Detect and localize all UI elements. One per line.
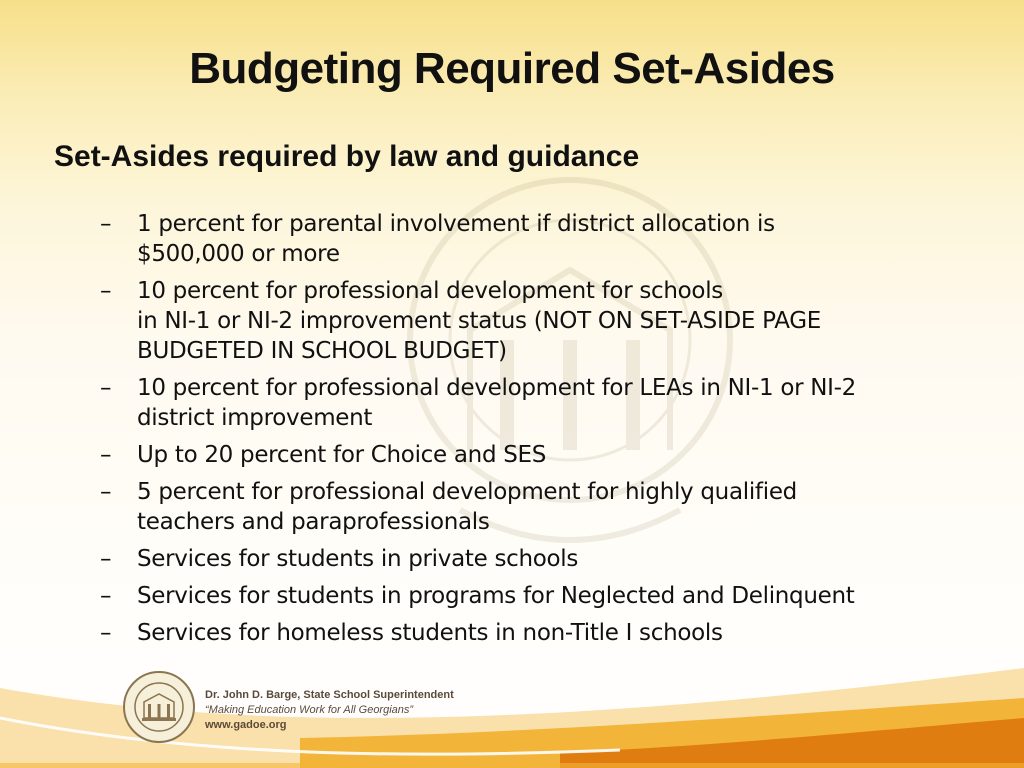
bullet-item: [100, 373, 980, 433]
bullet-item: [100, 440, 980, 470]
bullet-dash: –: [100, 442, 112, 468]
bullet-text-line: teachers and paraprofessionals: [137, 509, 490, 535]
slide-title: Budgeting Required Set-Asides: [189, 44, 835, 93]
department-of-education-seal-icon: [122, 668, 196, 746]
bullet-item: [100, 276, 980, 366]
bullet-text-line: BUDGETED IN SCHOOL BUDGET): [137, 338, 507, 364]
website-link[interactable]: www.gadoe.org: [205, 719, 287, 731]
bullet-item: [100, 581, 980, 611]
bullet-dash: –: [100, 546, 112, 572]
bullet-text-line: 5 percent for professional development for highly qualified: [137, 479, 797, 505]
bullet-text-line: $500,000 or more: [137, 241, 340, 267]
bullet-dash: –: [100, 375, 112, 401]
bullet-list: [100, 209, 980, 655]
bullet-dash: –: [100, 211, 112, 237]
bullet-item: [100, 209, 980, 269]
bullet-dash: –: [100, 620, 112, 646]
bullet-text-line: Services for homeless students in non-Title I schools: [137, 620, 723, 646]
bullet-text-line: 1 percent for parental involvement if district allocation is: [137, 211, 775, 237]
bullet-item: [100, 477, 980, 537]
bullet-item: [100, 618, 980, 648]
bullet-dash: –: [100, 278, 112, 304]
bullet-text-line: Services for students in programs for Neglected and Delinquent: [137, 583, 855, 609]
bullet-dash: –: [100, 583, 112, 609]
bullet-text-line: 10 percent for professional development for schools: [137, 278, 723, 304]
superintendent-line: Dr. John D. Barge, State School Superintendent: [205, 689, 454, 701]
bullet-item: [100, 544, 980, 574]
bullet-text-line: Up to 20 percent for Choice and SES: [137, 442, 547, 468]
slide-subtitle: Set-Asides required by law and guidance: [54, 140, 640, 173]
bullet-text-line: 10 percent for professional development for LEAs in NI-1 or NI-2: [137, 375, 857, 401]
bullet-text-line: district improvement: [137, 405, 373, 431]
bullet-dash: –: [100, 479, 112, 505]
bullet-text-line: Services for students in private schools: [137, 546, 579, 572]
bullet-text-line: in NI-1 or NI-2 improvement status (NOT ON SET-ASIDE PAGE: [137, 308, 821, 334]
motto-line: “Making Education Work for All Georgians”: [205, 704, 414, 716]
footer-credits: [205, 688, 454, 733]
